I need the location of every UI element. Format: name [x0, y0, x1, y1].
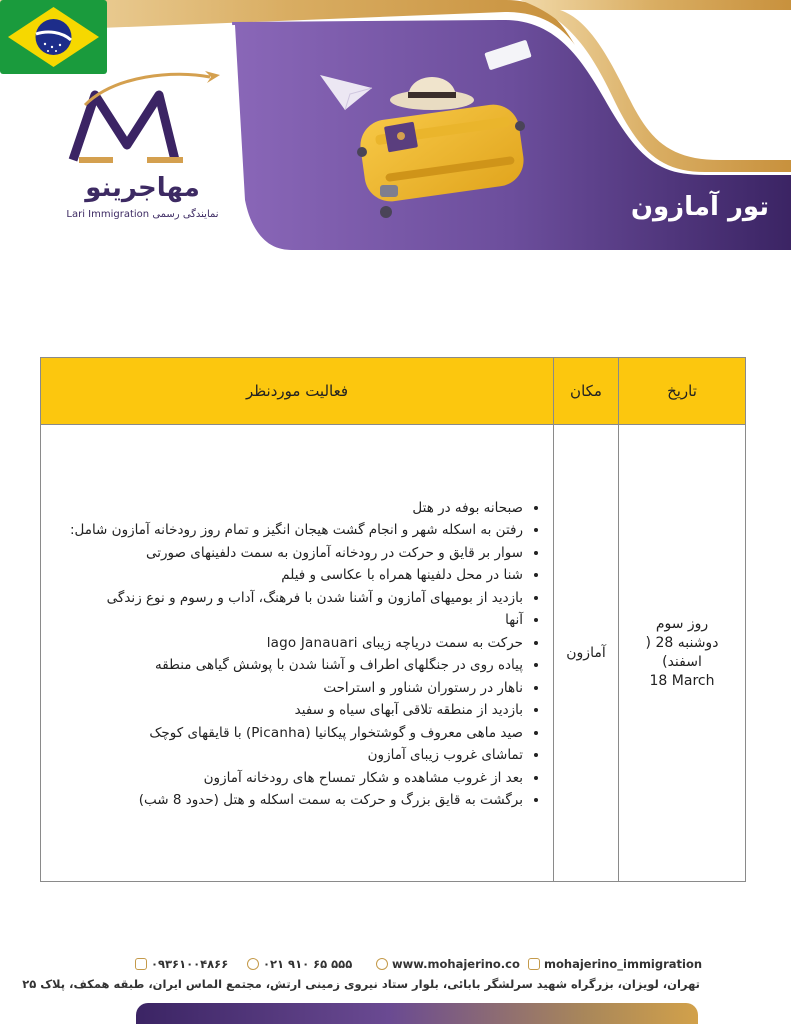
instagram-handle[interactable]: mohajerino_immigration [544, 957, 703, 971]
list-item: • رفتن به اسکله شهر و انجام گشت هیجان انگیز و تمام روز رودخانه آمازون شامل: [55, 519, 523, 542]
table-header-row [41, 358, 746, 425]
phone-icon [247, 958, 259, 970]
list-item: • تماشای غروب زیبای آمازون [55, 744, 523, 767]
list-item: • پیاده روی در جنگلهای اطراف و آشنا شدن با پوشش گیاهی منطقه [55, 654, 523, 677]
date-cell [619, 425, 746, 882]
mobile-icon [135, 958, 147, 970]
brazil-flag-icon [0, 0, 107, 74]
list-item: • صبحانه بوفه در هتل [55, 497, 523, 520]
brand-logo [55, 65, 230, 230]
list-item: • صید ماهی معروف و گوشتخوار پیکانیا (Picanha) با قایقهای کوچک [55, 722, 523, 745]
page-title: تور آمازون [630, 192, 769, 222]
date-line: 18 March [649, 673, 715, 689]
m-monogram-icon [55, 65, 230, 175]
list-item: • شنا در محل دلفینها همراه با عکاسی و فیلم [55, 564, 523, 587]
list-item: • برگشت به قایق بزرگ و حرکت به سمت اسکله و هتل (حدود 8 شب) [55, 789, 523, 812]
activities-cell [41, 425, 554, 882]
brand-tagline: Lari Immigration نمایندگی رسمی [66, 209, 219, 220]
list-item: • بازدید از منطقه تلاقی آبهای سیاه و سفید [55, 699, 523, 722]
brand-name: مهاجرینو [85, 173, 200, 203]
date-line: روز سوم [655, 616, 709, 632]
phone-number: ۰۲۱ ۹۱۰ ۶۵ ۵۵۵ [263, 957, 353, 971]
list-item: • سوار بر قایق و حرکت در رودخانه آمازون به سمت دلفینهای صورتی [55, 542, 523, 565]
footer-mobile [135, 957, 228, 971]
header-date: تاریخ [619, 358, 746, 425]
globe-icon [376, 958, 388, 970]
mobile-number: ۰۹۳۶۱۰۰۴۸۶۶ [151, 957, 229, 971]
footer-bar [136, 1003, 698, 1024]
list-item: • حرکت به سمت دریاچه زیبای lago Janauari [55, 632, 523, 655]
date-line: دوشنبه 28 ( [645, 635, 719, 651]
list-item: • بعد از غروب مشاهده و شکار تمساح های رودخانه آمازون [55, 767, 523, 790]
footer-address: تهران، لویزان، بزرگراه شهید سرلشگر بابائی، بلوار ستاد نیروی زمینی ارتش، مجتمع الماس ایران، طبقه همکف، پلاک ۲۵ [22, 977, 700, 991]
header-activity: فعالیت موردنظر [41, 358, 554, 425]
activities-list [55, 497, 541, 812]
date-line: اسفند) [662, 654, 702, 670]
place-cell: آمازون [554, 425, 619, 882]
table-row [41, 425, 746, 882]
instagram-icon [528, 958, 540, 970]
list-item: • بازدید از بومیهای آمازون و آشنا شدن با فرهنگ، آداب و رسوم و نوع زندگی [55, 587, 523, 610]
footer-instagram[interactable] [528, 957, 702, 971]
list-item: • ناهار در رستوران شناور و استراحت [55, 677, 523, 700]
footer-website[interactable] [376, 957, 520, 971]
footer-contacts [130, 957, 703, 979]
list-item: • آنها [55, 609, 523, 632]
itinerary-table [40, 357, 746, 882]
footer-phone [247, 957, 352, 971]
header-place: مکان [554, 358, 619, 425]
website-link[interactable]: www.mohajerino.co [392, 957, 520, 971]
page-header [0, 0, 791, 250]
